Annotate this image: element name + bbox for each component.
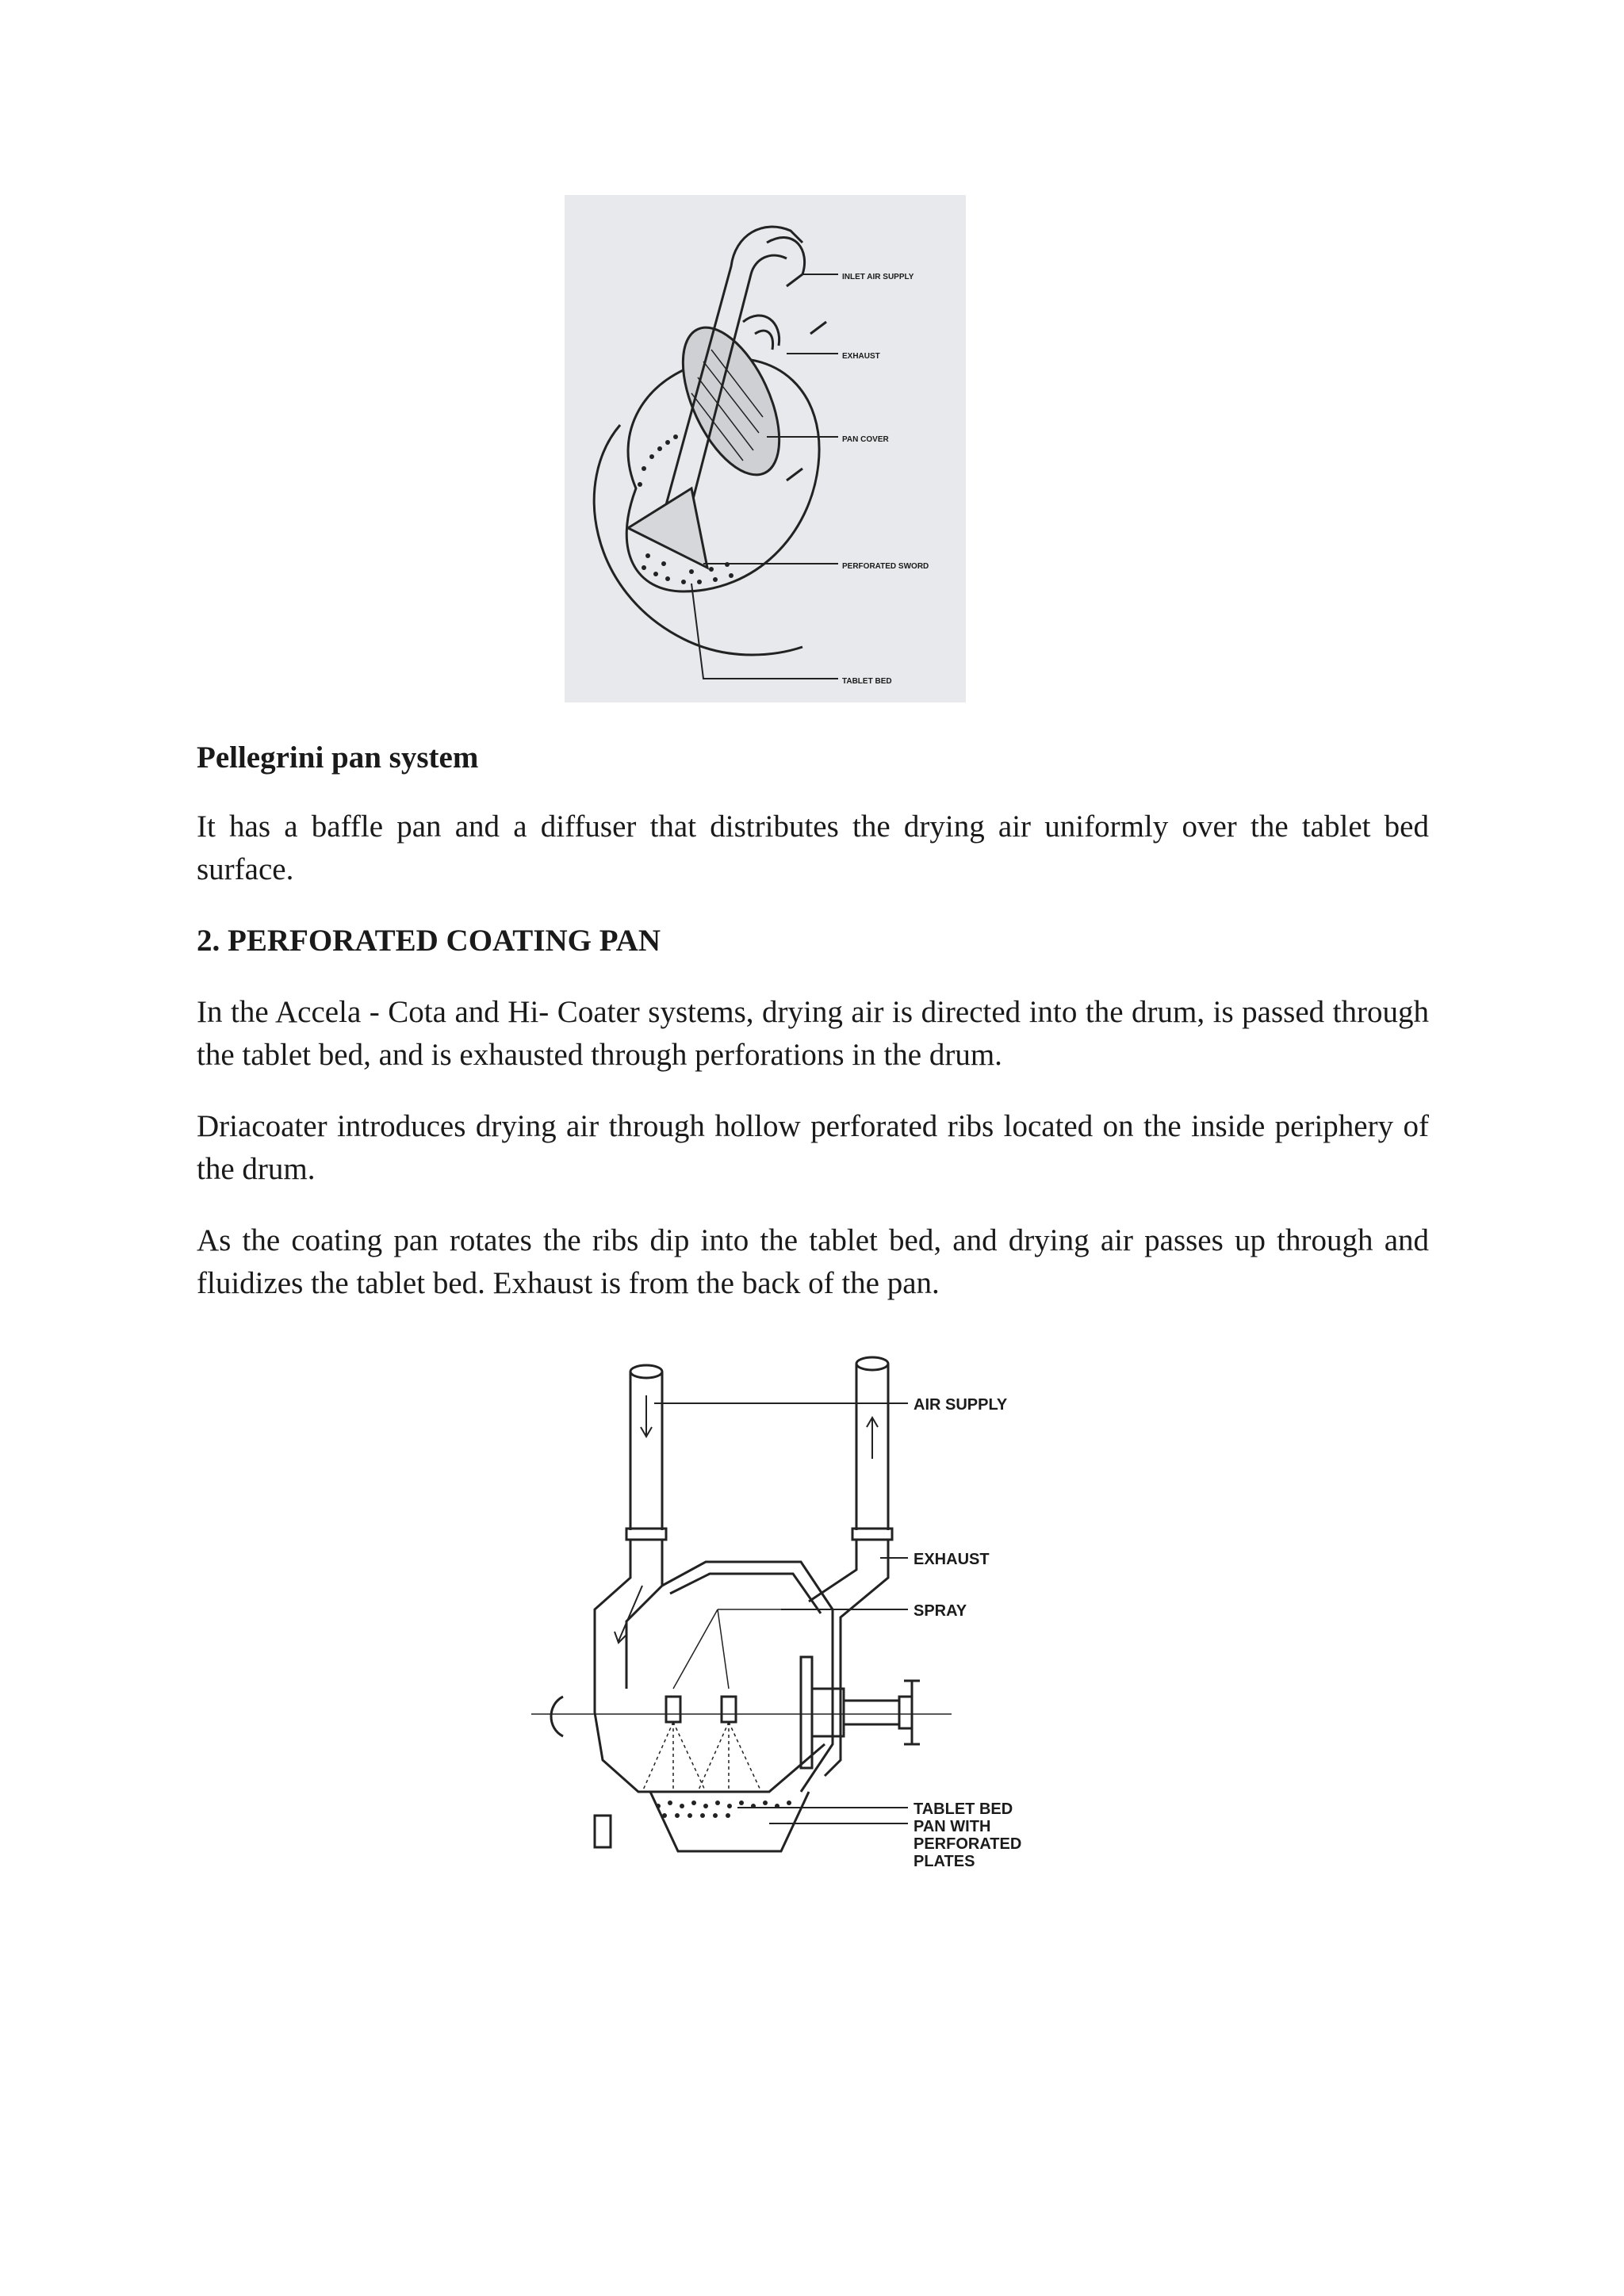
label-tablet-bed-2: TABLET BED: [914, 1800, 1013, 1818]
label-exhaust-2: EXHAUST: [914, 1551, 990, 1568]
label-pan-with: PAN WITH: [914, 1818, 991, 1835]
section-heading-perforated-pan: 2. PERFORATED COATING PAN: [197, 924, 661, 958]
section-heading-pellegrini: Pellegrini pan system: [197, 740, 479, 775]
label-plates: PLATES: [914, 1853, 975, 1870]
label-inlet-air-supply: INLET AIR SUPPLY: [842, 273, 914, 281]
pellegrini-pan-diagram: [565, 195, 966, 702]
paragraph-accela-cota: In the Accela - Cota and Hi- Coater systems, drying air is directed into the drum, is passed through the tablet bed, and is exhausted through perforations in the drum.: [197, 995, 1429, 1072]
paragraph-pellegrini: It has a baffle pan and a diffuser that distributes the drying air uniformly over the tablet bed surface.: [197, 809, 1429, 886]
label-exhaust: EXHAUST: [842, 352, 880, 361]
label-pan-cover: PAN COVER: [842, 435, 889, 444]
paragraph-coating-pan-rotation: As the coating pan rotates the ribs dip into the tablet bed, and drying air passes up through and fluidizes the tablet bed. Exhaust is from the back of the pan.: [197, 1223, 1429, 1300]
label-air-supply: AIR SUPPLY: [914, 1396, 1008, 1414]
label-tablet-bed: TABLET BED: [842, 677, 892, 686]
label-perforated-sword: PERFORATED SWORD: [842, 562, 929, 571]
perforated-coating-pan-diagram: [508, 1348, 1078, 1950]
paragraph-driacoater: Driacoater introduces drying air through hollow perforated ribs located on the inside periphery of the drum.: [197, 1109, 1429, 1186]
label-spray: SPRAY: [914, 1602, 967, 1620]
label-perforated: PERFORATED: [914, 1835, 1022, 1853]
